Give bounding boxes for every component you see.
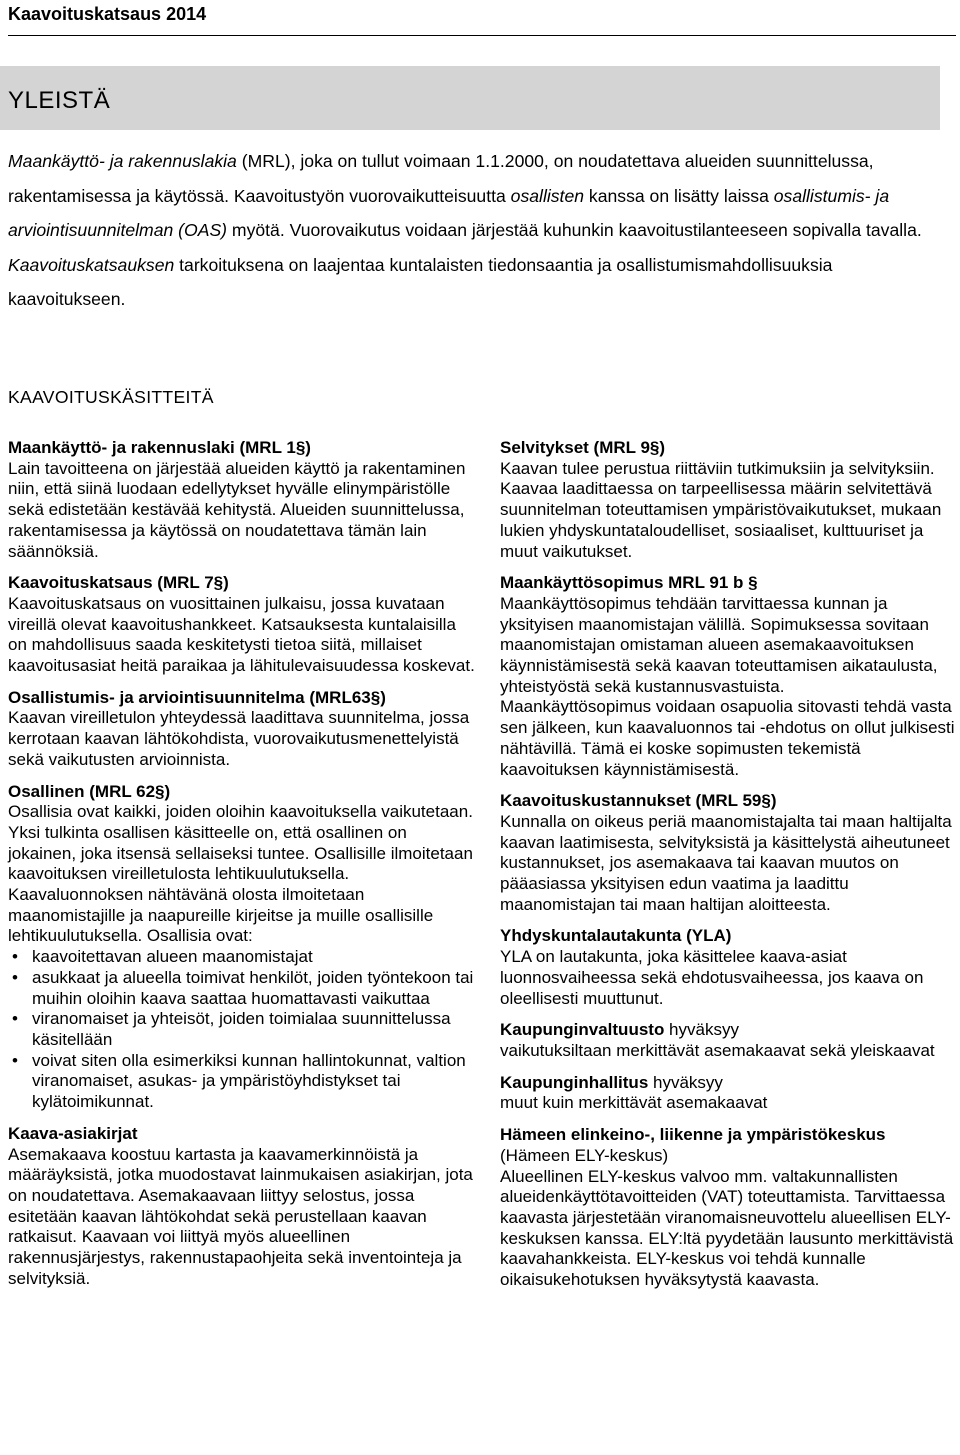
concept-heading: Kaava-asiakirjat bbox=[8, 1123, 138, 1143]
concept-text-2: Maankäyttösopimus voidaan osapuolia sitovasti tehdä vasta sen jälkeen, kun kaavaluonnos tai -ehdotus on ollut julkisesti nähtävillä. Tämä ei koske sopimusten tekemistä kaavoituksen käynnistämisestä. bbox=[500, 697, 955, 779]
concept-heading-rest: hyväksyy bbox=[664, 1020, 739, 1040]
concept-osallinen bbox=[8, 782, 478, 1113]
concept-text: Maankäyttösopimus tehdään tarvittaessa kunnan ja yksityisen maanomistajan välillä. Sopimuksessa sovitaan maanomistajan omistaman alueen asemakaavoituksen käynnistämisestä sekä kaavan toteuttamisen aikataulusta, yhteistyöstä sekä kustannusvastuista. bbox=[500, 593, 938, 696]
concept-mrl bbox=[8, 438, 478, 562]
list-item: • viranomaiset ja yhteisöt, joiden toimialaa suunnittelussa käsitellään bbox=[32, 1009, 478, 1050]
concept-text: Kunnalla on oikeus periä maanomistajalta tai maan haltijalta kaavan laatimisesta, selvityksistä ja käsittelystä aiheutuneet kustannukset, jos asemakaava tai kaavan muutos on pääasiassa yksityisen edun vaatima ja laadittu maanomistajan tai maan haltijan aloitteesta. bbox=[500, 811, 952, 914]
intro-text bbox=[8, 144, 943, 317]
concept-text: YLA on lautakunta, joka käsittelee kaava-asiat luonnosvaiheessa sekä ehdotusvaiheessa, jos kaava on oleellisesti muuttunut. bbox=[500, 947, 924, 1008]
list-item: • kaavoitettavan alueen maanomistajat bbox=[32, 947, 478, 968]
concept-heading: Kaavoituskustannukset (MRL 59§) bbox=[500, 791, 777, 811]
list-item: • asukkaat ja alueella toimivat henkilöt, joiden työntekoon tai muihin oloihin kaava saattaa huomattavasti vaikuttaa bbox=[32, 968, 478, 1009]
intro-italic-law: Maankäyttö- ja rakennuslakia bbox=[8, 151, 237, 171]
concept-kaavoituskustannukset bbox=[500, 791, 956, 915]
intro-text-4: tarkoituksena on laajentaa kuntalaisten tiedonsaantia ja osallistumismahdollisuuksia kaavoitukseen. bbox=[8, 254, 833, 309]
intro-text-2: kanssa on lisätty laissa bbox=[584, 185, 774, 206]
concept-heading: Kaupunginhallitus bbox=[500, 1072, 649, 1092]
concept-heading: Selvitykset (MRL 9§) bbox=[500, 438, 666, 457]
concept-heading: Osallistumis- ja arviointisuunnitelma (MRL63§) bbox=[8, 687, 386, 707]
intro-italic-oas: osallistumis- ja arviointisuunnitelman (OAS) bbox=[8, 185, 890, 240]
concept-text: Alueellinen ELY-keskus valvoo mm. valtakunnallisten alueidenkäyttötavoitteiden (VAT) toteuttamista. Tarvittaessa kaavasta järjestetään viranomaisneuvottelu alueellisen ELY-keskuksen kanssa. ELY:ltä pyydetään lausunto merkittävistä kaavahankkeista. ELY-keskus voi tehdä kunnalle oikaisukehotuksen hyväksytystä kaavasta. bbox=[500, 1166, 954, 1290]
concept-selvitykset bbox=[500, 438, 956, 562]
concept-oas bbox=[8, 688, 478, 771]
stakeholder-list bbox=[8, 947, 478, 1113]
concept-heading: Maankäyttö- ja rakennuslaki (MRL 1§) bbox=[8, 438, 311, 457]
section-banner bbox=[0, 66, 940, 130]
concept-heading-rest: hyväksyy bbox=[648, 1072, 723, 1092]
concept-kaupunginvaltuusto bbox=[500, 1020, 956, 1061]
concept-heading-line bbox=[500, 1020, 956, 1041]
concept-heading: Yhdyskuntalautakunta (YLA) bbox=[500, 926, 732, 946]
concepts-right-column bbox=[500, 438, 956, 1302]
intro-italic-stakeholders: osallisten bbox=[510, 185, 585, 206]
intro-text-1: (MRL), joka on tullut voimaan 1.1.2000, on noudatettava alueiden suunnittelussa, rakentamisessa ja käytössä. Kaavoitustyön vuorovaikutteisuutta bbox=[8, 151, 874, 206]
list-item: • voivat siten olla esimerkiksi kunnan hallintokunnat, valtion viranomaiset, asukas- ja ympäristöyhdistykset tai kylätoimikunnat. bbox=[32, 1051, 478, 1113]
concept-heading: Maankäyttösopimus MRL 91 b § bbox=[500, 573, 758, 593]
section-title: YLEISTÄ bbox=[8, 87, 111, 114]
concept-heading: Kaupunginvaltuusto bbox=[500, 1020, 665, 1040]
concept-heading-line bbox=[500, 1125, 956, 1166]
concept-heading: Osallinen (MRL 62§) bbox=[8, 781, 171, 801]
concept-heading-rest: (Hämeen ELY-keskus) bbox=[500, 1145, 669, 1165]
concept-heading: Hämeen elinkeino-, liikenne ja ympäristökeskus bbox=[500, 1125, 886, 1145]
concept-maankayttosopimus bbox=[500, 573, 956, 780]
header-rule bbox=[8, 35, 956, 36]
concepts-left-column bbox=[8, 438, 478, 1300]
concept-text: Asemakaava koostuu kartasta ja kaavamerkinnöistä ja määräyksistä, jotka muodostavat lainmukaisen asiakirjan, jota on noudatettava. Asemakaavaan liittyy selostus, jossa esitetään kaavan lähtökohdat sekä perustellaan kaavan ratkaisut. Kaavaan voi liittyä myös alueellinen rakennusjärjestys, rakennustapaohjeita sekä inventointeja ja selvityksiä. bbox=[8, 1144, 473, 1288]
concept-text: Kaavan tulee perustua riittäviin tutkimuksiin ja selvityksiin. Kaavaa laadittaessa on tarpeellisessa määrin selvitettävä suunnitelman toteuttamisen ympäristövaikutukset, mukaan lukien yhdyskuntataloudelliset, sosiaaliset, kulttuuriset ja muut vaikutukset. bbox=[500, 458, 942, 561]
concept-text: vaikutuksiltaan merkittävät asemakaavat sekä yleiskaavat bbox=[500, 1040, 935, 1060]
intro-paragraph bbox=[8, 144, 943, 317]
concept-text: muut kuin merkittävät asemakaavat bbox=[500, 1093, 768, 1113]
concept-kaavoituskatsaus bbox=[8, 573, 478, 677]
intro-italic-review: Kaavoituskatsauksen bbox=[8, 254, 175, 275]
concept-yla bbox=[500, 926, 956, 1009]
concepts-title: KAAVOITUSKÄSITTEITÄ bbox=[8, 387, 214, 407]
concept-heading: Kaavoituskatsaus (MRL 7§) bbox=[8, 573, 229, 593]
intro-text-3: myötä. Vuorovaikutus voidaan järjestää kuhunkin kaavoitustilanteeseen sopivalla tavalla. bbox=[227, 220, 922, 240]
concept-text: Lain tavoitteena on järjestää alueiden käyttö ja rakentaminen niin, että siinä luodaan edellytykset hyvälle elinympäristölle sekä edistetään kestävää kehitystä. Alueiden suunnittelussa, rakentamisessa ja käytössä on noudatettava tämän lain säännöksiä. bbox=[8, 458, 466, 561]
concept-text: Osallisia ovat kaikki, joiden oloihin kaavoituksella vaikutetaan. Yksi tulkinta osallisen käsitteelle on, että osallinen on jokainen, joka itsensä sellaiseksi tuntee. Osallisille ilmoitetaan kaavoituksen vireilletulosta lehtikuulutuksella. Kaavaluonnoksen nähtävänä olosta ilmoitetaan maanomistajille ja naapureille kirjeitse ja muille osallisille lehtikuulutuksella. Osallisia ovat: bbox=[8, 802, 473, 946]
concept-heading-line bbox=[500, 1073, 956, 1094]
concept-kaava-asiakirjat bbox=[8, 1124, 478, 1290]
concept-ely-keskus bbox=[500, 1125, 956, 1291]
concept-text: Kaavoituskatsaus on vuosittainen julkaisu, jossa kuvataan vireillä olevat kaavoitushankkeet. Katsauksesta kuntalaisilla on mahdollisuus saada keskitetysti tietoa siitä, millaiset kaavoitusasiat heitä paraikaa ja lähitulevaisuudessa koskevat. bbox=[8, 593, 475, 676]
concept-kaupunginhallitus bbox=[500, 1073, 956, 1114]
document-title: Kaavoituskatsaus 2014 bbox=[8, 4, 207, 24]
concept-text: Kaavan vireilletulon yhteydessä laadittava suunnitelma, jossa kerrotaan kaavan lähtökohdista, vuorovaikutusmenettelyistä sekä vaikutusten arvioinnista. bbox=[8, 708, 470, 769]
